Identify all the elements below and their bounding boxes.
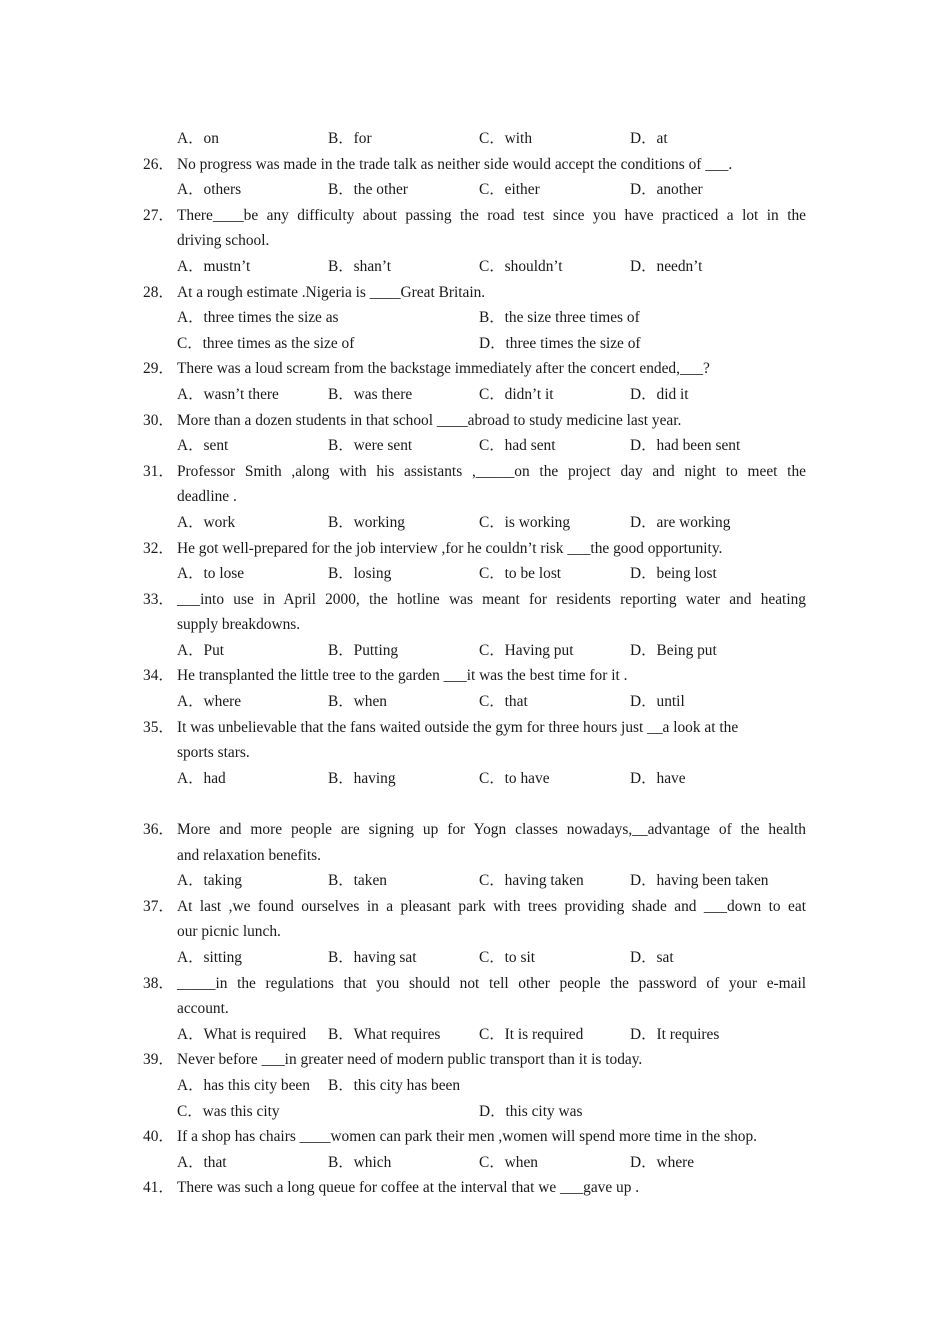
q34-options (0, 689, 950, 715)
q40-option-b: B．which (328, 1153, 392, 1171)
q36-option-c: C．having taken (479, 872, 584, 890)
q27-text-line-2: driving school. (177, 232, 270, 250)
q38-option-c: C．It is required (479, 1025, 584, 1043)
q25-option-c: C．with (479, 130, 533, 147)
q29-stem (0, 356, 950, 382)
q26-option-b: B．the other (328, 181, 408, 199)
q38-option-a: A．What is required (177, 1025, 307, 1043)
q25-option-d: D．at (630, 130, 668, 147)
q26-text-line-1: No progress was made in the trade talk as neither side would accept the conditions of ___. (177, 155, 733, 173)
q40-stem (0, 1124, 950, 1150)
q32-stem (0, 536, 950, 562)
q27-option-a: A．mustn’t (177, 257, 251, 275)
q28-number: 28． (143, 283, 174, 301)
q29-option-b: B．was there (328, 385, 413, 403)
q31-option-b: B．working (328, 513, 405, 531)
q34-option-a: A．where (177, 693, 242, 711)
q27-text-line-1: There____be any difficulty about passing the road test since you have practiced a lot in the (177, 206, 806, 224)
q27-option-b: B．shan’t (328, 257, 391, 275)
q34-text-line-1: He transplanted the little tree to the garden ___it was the best time for it . (177, 667, 628, 685)
q31-number: 31． (143, 462, 174, 480)
q25-option-b: B．for (328, 130, 372, 147)
q28-option-a: A．three times the size as (177, 309, 339, 327)
q35-stem-cont (0, 740, 950, 766)
q28-stem (0, 280, 950, 306)
q36-text-line-1: More and more people are signing up for Yogn classes nowadays,__advantage of the health (177, 821, 806, 839)
q29-option-a: A．wasn’t there (177, 385, 279, 403)
q31-text-line-1: Professor Smith ,along with his assistants ,_____on the project day and night to meet the (177, 462, 806, 480)
q37-number: 37． (143, 897, 174, 915)
q38-options (0, 1022, 950, 1048)
q25-option-a: A．on (177, 130, 219, 147)
q40-number: 40． (143, 1128, 174, 1146)
q41-stem (0, 1175, 950, 1201)
q30-option-a: A．sent (177, 437, 229, 455)
q27-number: 27． (143, 206, 174, 224)
q28-option-d: D．three times the size of (479, 334, 641, 352)
q38-text-line-1: _____in the regulations that you should not tell other people the password of your e-mail (177, 974, 806, 992)
q37-options (0, 945, 950, 971)
q27-option-c: C．shouldn’t (479, 257, 563, 275)
q40-option-c: C．when (479, 1153, 538, 1171)
q37-option-a: A．sitting (177, 949, 242, 966)
q35-options (0, 766, 950, 792)
q35-option-b: B．having (328, 769, 396, 787)
q32-option-d: D．being lost (630, 565, 717, 583)
q39-options-row-2 (0, 1099, 950, 1125)
q29-number: 29． (143, 360, 174, 378)
q33-options (0, 638, 950, 664)
q26-option-c: C．either (479, 181, 540, 199)
q35-text-line-2: sports stars. (177, 744, 250, 762)
q41-text-line-1: There was such a long queue for coffee at the interval that we ___gave up . (177, 1179, 640, 1197)
q36-option-b: B．taken (328, 872, 387, 890)
q26-option-a: A．others (177, 181, 242, 199)
q39-option-c: C．was this city (177, 1102, 280, 1120)
q41-number: 41． (143, 1179, 174, 1197)
q37-stem (0, 894, 950, 920)
q29-options (0, 382, 950, 408)
q31-option-c: C．is working (479, 513, 571, 531)
q30-option-c: C．had sent (479, 437, 556, 455)
q38-number: 38． (143, 974, 174, 992)
q35-number: 35． (143, 718, 174, 736)
q25-options (0, 126, 950, 152)
q29-text-line-1: There was a loud scream from the backstage immediately after the concert ended,___? (177, 360, 710, 378)
q35-option-c: C．to have (479, 769, 550, 787)
q37-option-d: D．sat (630, 949, 674, 966)
q29-option-d: D．did it (630, 385, 689, 403)
q30-number: 30． (143, 411, 174, 429)
q38-text-line-2: account. (177, 1000, 229, 1018)
q31-stem (0, 459, 950, 485)
q36-options (0, 868, 950, 894)
q28-options-row-2 (0, 331, 950, 357)
q32-option-a: A．to lose (177, 565, 245, 583)
q26-options (0, 177, 950, 203)
exam-page (0, 126, 950, 1201)
q35-text-line-1: It was unbelievable that the fans waited outside the gym for three hours just __a look at the (177, 718, 739, 736)
q32-options (0, 561, 950, 587)
q39-option-b: B．this city has been (328, 1076, 461, 1094)
q37-text-line-2: our picnic lunch. (177, 923, 281, 941)
q30-text-line-1: More than a dozen students in that school ____abroad to study medicine last year. (177, 411, 682, 429)
q30-option-b: B．were sent (328, 437, 413, 455)
q37-option-c: C．to sit (479, 949, 536, 966)
q32-number: 32． (143, 539, 174, 557)
q38-stem (0, 971, 950, 997)
q32-option-c: C．to be lost (479, 565, 562, 583)
q33-option-b: B．Putting (328, 641, 399, 659)
q27-options (0, 254, 950, 280)
q28-option-b: B．the size three times of (479, 309, 640, 327)
q35-option-a: A．had (177, 769, 226, 787)
q32-text-line-1: He got well-prepared for the job interview ,for he couldn’t risk ___the good opportunity. (177, 539, 723, 557)
q33-option-a: A．Put (177, 641, 225, 659)
q37-text-line-1: At last ,we found ourselves in a pleasant park with trees providing shade and ___down to eat (177, 897, 806, 915)
q27-stem (0, 203, 950, 229)
q34-option-b: B．when (328, 693, 387, 711)
q33-text-line-1: ___into use in April 2000, the hotline was meant for residents reporting water and heating (177, 590, 806, 608)
q36-number: 36． (143, 821, 174, 839)
q37-option-b: B．having sat (328, 949, 417, 966)
q34-stem (0, 663, 950, 689)
q30-stem (0, 408, 950, 434)
q30-options (0, 433, 950, 459)
q31-stem-cont (0, 484, 950, 510)
q39-options-row-1 (0, 1073, 950, 1099)
q34-option-c: C．that (479, 693, 528, 711)
q39-stem (0, 1047, 950, 1073)
q32-option-b: B．losing (328, 565, 392, 583)
q28-text-line-1: At a rough estimate .Nigeria is ____Great Britain. (177, 283, 486, 301)
q27-stem-cont (0, 228, 950, 254)
q26-option-d: D．another (630, 181, 703, 199)
q38-option-d: D．It requires (630, 1025, 720, 1043)
q34-option-d: D．until (630, 693, 685, 711)
section-gap (0, 791, 950, 817)
q36-option-a: A．taking (177, 872, 242, 890)
q28-options-row-1 (0, 305, 950, 331)
q26-stem (0, 152, 950, 178)
q40-options (0, 1150, 950, 1176)
q33-stem-cont (0, 612, 950, 638)
q29-option-c: C．didn’t it (479, 385, 554, 403)
q39-option-a: A．has this city been (177, 1076, 310, 1094)
q34-number: 34． (143, 667, 174, 685)
q38-stem-cont (0, 996, 950, 1022)
q39-number: 39． (143, 1051, 174, 1069)
q35-option-d: D．have (630, 769, 686, 787)
q31-options (0, 510, 950, 536)
q40-text-line-1: If a shop has chairs ____women can park their men ,women will spend more time in the shop. (177, 1128, 758, 1146)
q38-option-b: B．What requires (328, 1025, 441, 1043)
q36-stem (0, 817, 950, 843)
q37-stem-cont (0, 919, 950, 945)
q27-option-d: D．needn’t (630, 257, 703, 275)
q36-option-d: D．having been taken (630, 872, 769, 890)
q35-stem (0, 715, 950, 741)
q39-option-d: D．this city was (479, 1102, 583, 1120)
q40-option-a: A．that (177, 1153, 227, 1171)
q33-stem (0, 587, 950, 613)
q31-option-d: D．are working (630, 513, 731, 531)
q26-number: 26． (143, 155, 174, 173)
q33-option-c: C．Having put (479, 641, 574, 659)
q33-option-d: D．Being put (630, 641, 717, 659)
q36-text-line-2: and relaxation benefits. (177, 846, 322, 864)
q31-option-a: A．work (177, 513, 236, 531)
q39-text-line-1: Never before ___in greater need of modern public transport than it is today. (177, 1051, 643, 1069)
q30-option-d: D．had been sent (630, 437, 741, 455)
q28-option-c: C．three times as the size of (177, 334, 355, 352)
q33-number: 33． (143, 590, 174, 608)
q40-option-d: D．where (630, 1153, 695, 1171)
q31-text-line-2: deadline . (177, 488, 237, 506)
q36-stem-cont (0, 843, 950, 869)
q33-text-line-2: supply breakdowns. (177, 616, 301, 634)
